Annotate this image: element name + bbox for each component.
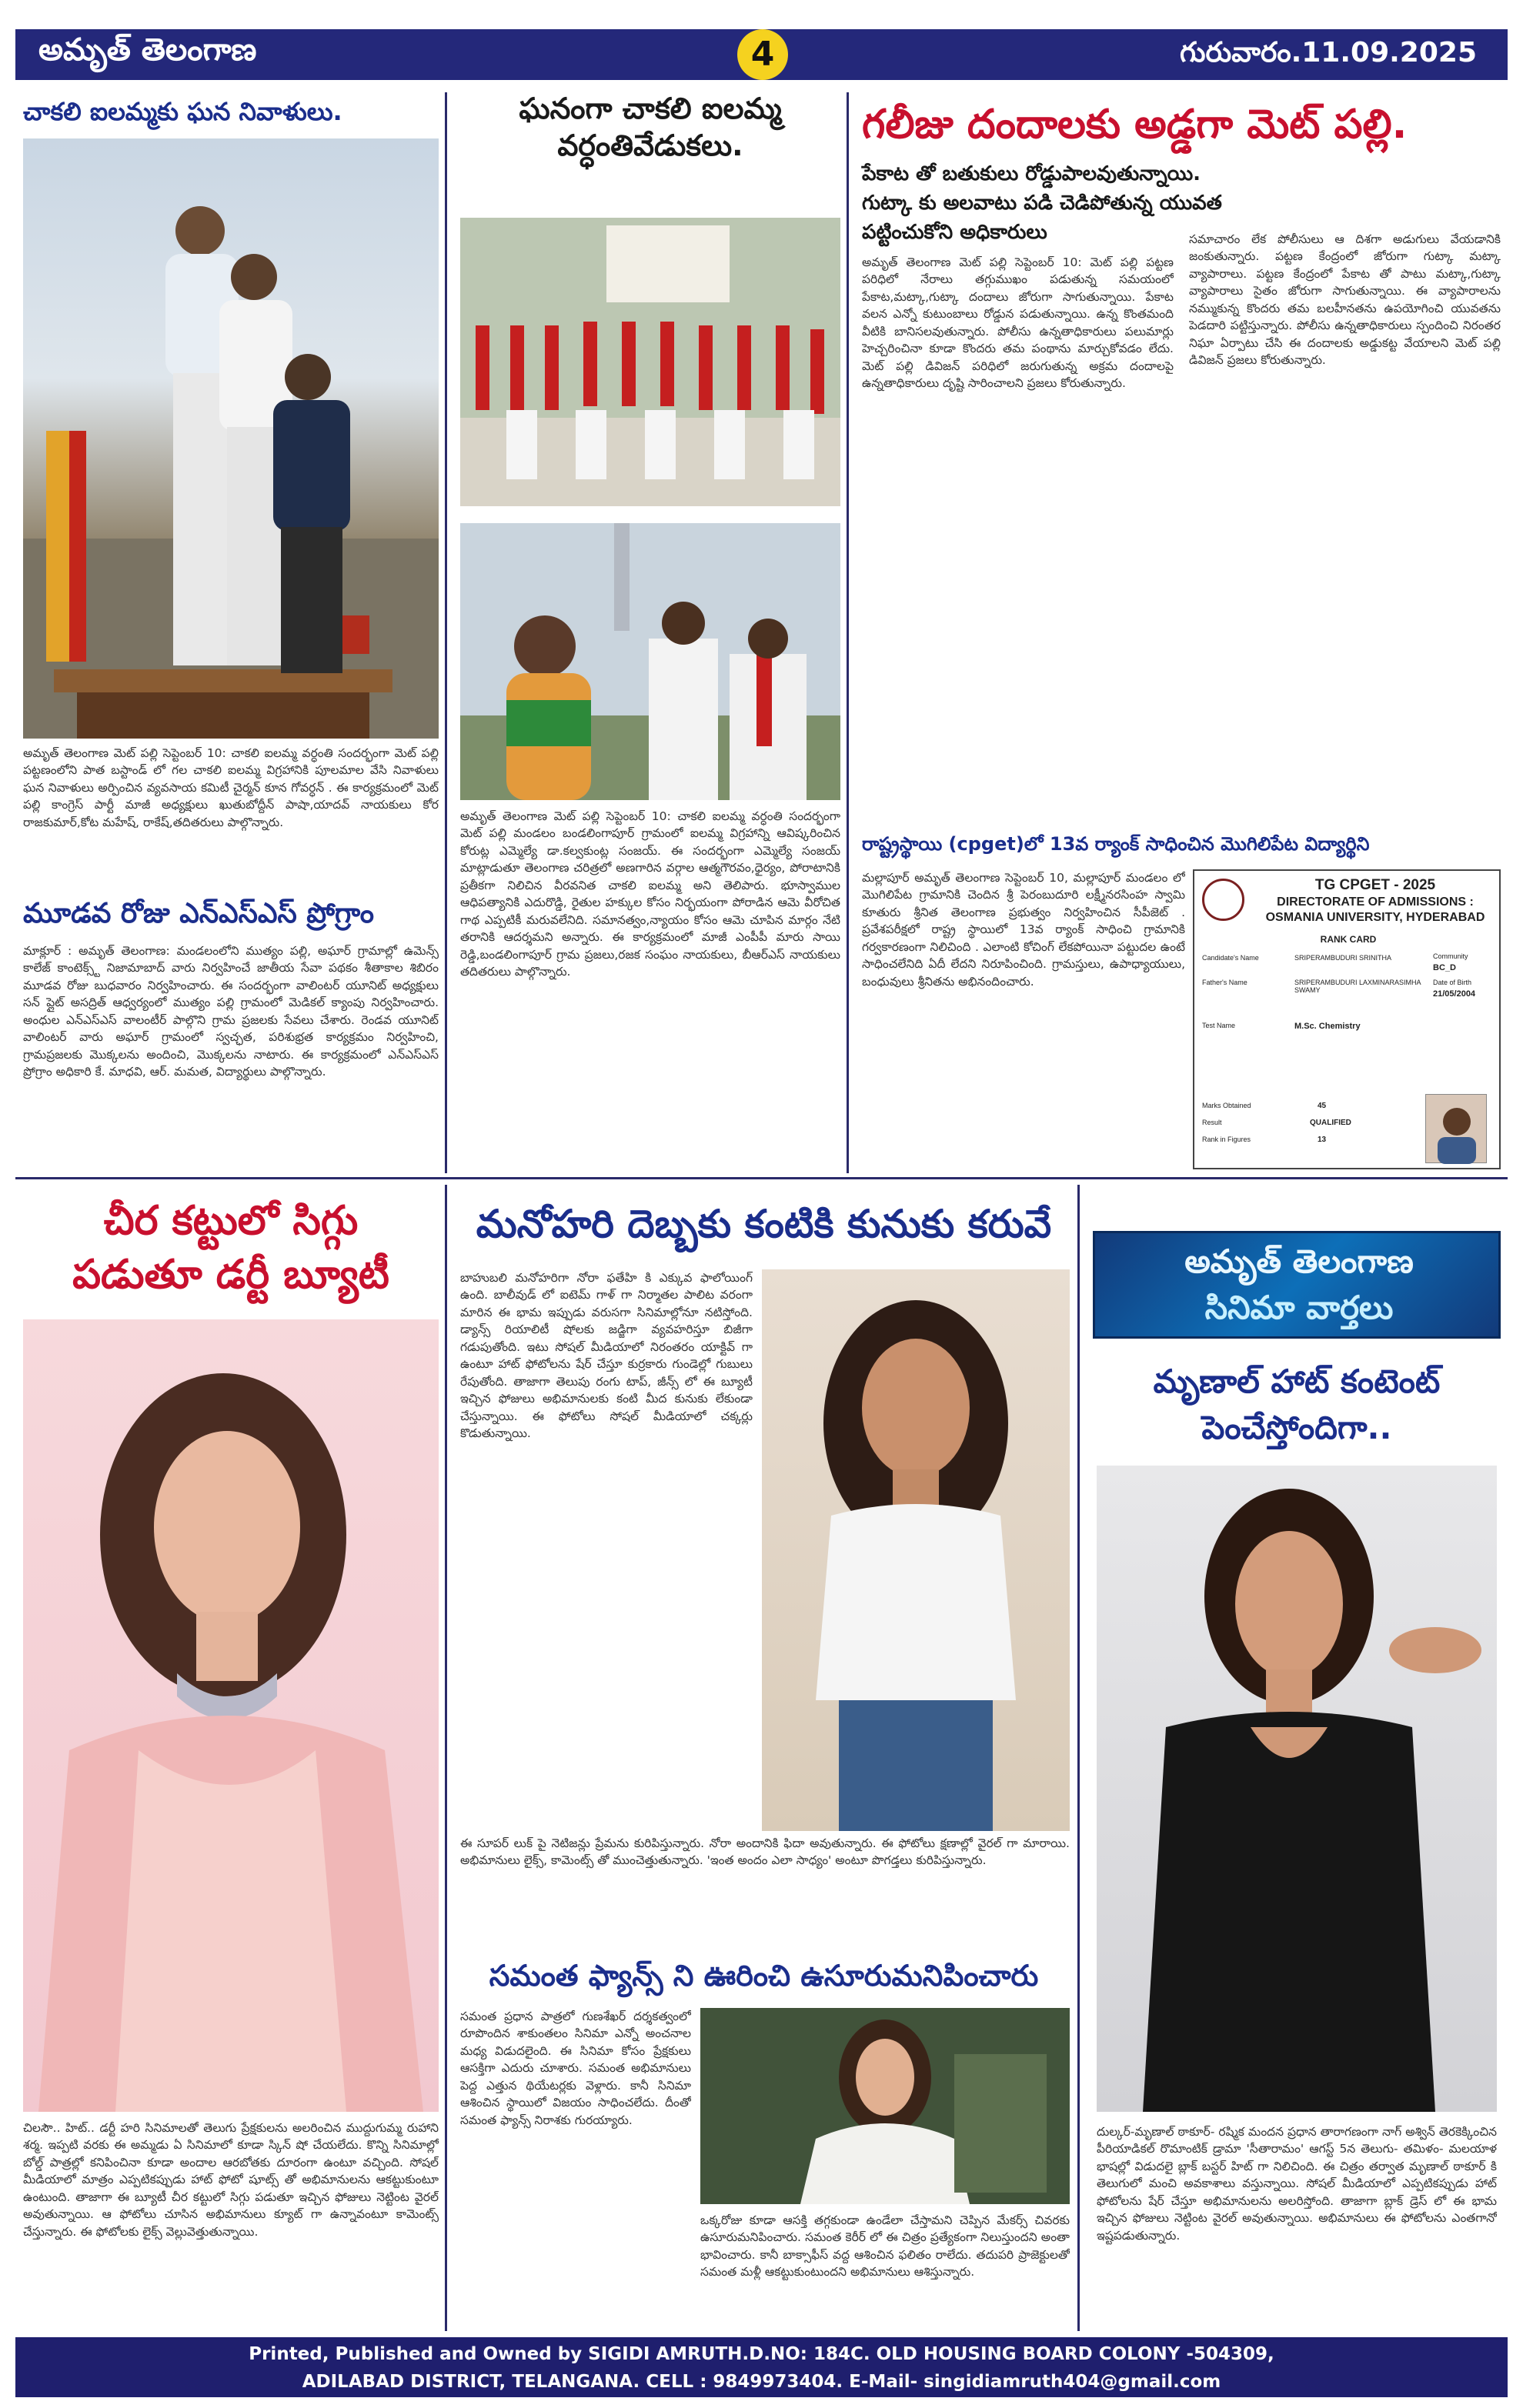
nss-headline: మూడవ రోజు ఎన్ఎస్ఎస్ ప్రోగ్రాం [23, 898, 374, 929]
candidate-photo [1425, 1094, 1487, 1163]
nora-body-left: బాహుబలి మనోహరిగా నోరా ఫతేహి కి ఎక్కువ ఫాలోయింగ్ ఉంది. బాలీవుడ్ లో ఐటెమ్ గాళ్ గా నిర్మాతల పాలిట వరంగా మారిన ఈ భామ ఇప్పుడు వరుసగా సినిమాల్లోనూ నటిస్తోంది. డ్యాన్స్ రియాలిటీ షోలకు జడ్జిగా వ్యవహరిస్తూ బిజీగా గడుపుతోంది. ఇటు సోషల్ మీడియాలో నిరంతరం యాక్టివ్ గా ఉంటూ హాట్ ఫోటోలను షేర్ చేస్తూ కుర్రకారు గుండెల్లో గుబులు రేపుతోంది. తాజాగా తెలుపు రంగు టాప్, జీన్స్ లో ఈ బ్యూటీ ఇచ్చిన ఫోజులు అభిమానులకు కంటి మీద కునుకు లేకుండా చేస్తున్నాయి. ఈ ఫోటోలు సోషల్ మీడియాలో చక్కర్లు కొడుతున్నాయి. [460, 1271, 753, 1441]
card-line2: OSMANIA UNIVERSITY, HYDERABAD [1265, 911, 1485, 924]
galeeju-body-col1: అమృత్ తెలంగాణ మెట్ పల్లి సెప్టెంబర్ 10: మెట్ పల్లి పట్టణ పరిధిలో నేరాలు తగ్గుముఖం పడుతున్న సమయంలో పేకాట,మట్కా,గుట్కా దందాలు జోరుగా సాగుతున్నాయి. పేకాట వలన ఎన్నో కుటుంబాలు రోడ్డున పడుతున్నాయి. ఉన్న కొంతమంది వీటికి బానిసలవుతున్నారు. పోలీసు ఉన్నతాధికారులు పలుమార్లు హెచ్చరించినా కూడా కొందరు తమ పంథాను మార్చుకోవడం లేదు. మెట్ పల్లి డివిజన్ పరిధిలో జరుగుతున్న అక్రమ దందాలపై ఉన్నతాధికారులు దృష్టి సారించాలని ప్రజలు కోరుతున్నారు. [862, 255, 1174, 391]
card-test-value: M.Sc. Chemistry [1294, 1022, 1361, 1031]
card-rank-label: Rank in Figures [1202, 1136, 1251, 1143]
mrunal-headline-2: పెంచేస్తోందిగా.. [1201, 1409, 1392, 1446]
card-father-value: SRIPERAMBUDURI LAXMINARASIMHA SWAMY [1294, 979, 1421, 994]
card-result-label: Result [1202, 1119, 1222, 1126]
chakali-left-headline: చాకలి ఐలమ్మకు ఘన నివాళులు. [23, 97, 342, 126]
card-community-value: BC_D [1433, 963, 1456, 972]
galeeju-subhead-3: పట్టించుకోని అధికారులు [862, 221, 1047, 244]
column-divider [445, 1185, 447, 2331]
nora-photo [762, 1269, 1070, 1831]
galeeju-subhead-2: గుట్కా కు అలవాటు పడి చెడిపోతున్న యువత [862, 192, 1222, 215]
chakali-left-body: అమృత్ తెలంగాణ మెట్ పల్లి సెప్టెంబర్ 10: చాకలి ఐలమ్మ వర్ధంతి సందర్భంగా మెట్ పల్లి పట్టణంలోని పాత బస్టాండ్ లో గల చాకలి ఐలమ్మ విగ్రహానికి పూలమాల వేసి నివాళులు ఘన నివాళులు అర్పించిన వ్యవసాయ కమిటీ చైర్మన్ కూన గోవర్ధన్ . ఈ కార్యక్రమంలో మెట్ పల్లి కాంగ్రెస్ పార్టీ మాజీ అధ్యక్షులు ఖుతుబోద్దీన్ పాషా,యాదవ్ నాయకులు కోర రాజకుమార్,కోట మహేష్, రాకేష్,తదితరులు పాల్గొన్నారు. [23, 746, 439, 829]
column-divider [1077, 1185, 1080, 2331]
chakali-tribute-photo [23, 138, 439, 739]
card-marks-label: Marks Obtained [1202, 1102, 1251, 1109]
card-line1: DIRECTORATE OF ADMISSIONS : [1277, 895, 1474, 909]
column-divider [847, 92, 849, 1173]
cpget-rank-card [1193, 869, 1501, 1169]
cpget-headline: రాష్ట్రస్థాయి (cpget)లో 13వ ర్యాంక్ సాధించిన మొగిలిపేట విద్యార్థిని [862, 833, 1370, 855]
mrunal-headline-1: మృణాల్ హాట్ కంటెంట్ [1153, 1362, 1441, 1400]
galeeju-headline: గలీజు దందాలకు అడ్డగా మెట్ పల్లి. [862, 102, 1408, 148]
mrunal-body: దుల్కర్-మృణాల్ ఠాకూర్- రష్మిక మందన ప్రధాన తారాగణంగా నాగ్ అశ్విన్ తెరకెక్కించిన పీరియాడికల్ రొమాంటిక్ డ్రామా 'సీతారామం' ఆగస్ట్ 5న తెలుగు- తమిళం- మలయాళ భాషల్లో విడుదలై బ్లాక్ బస్టర్ హిట్ గా నిలిచింది. ఈ చిత్రం తర్వాత మృణాల్ ఠాకూర్ కి తెలుగులో మంచి అవకాశాలు వస్తున్నాయి. సోషల్ మీడియాలో ఎప్పటికప్పుడు హాట్ ఫోటోలను షేర్ చేస్తూ అభిమానులను అలరిస్తోంది. తాజాగా బ్లాక్ డ్రెస్ లో ఈ భామ ఇచ్చిన ఫోజులు నెట్టింట వైరల్ అవుతున్నాయి. అభిమానులు ఈ ఫోటోలను ఎంతగానో ఇష్టపడుతున్నారు. [1097, 2125, 1497, 2243]
chakali-center-headline: ఘనంగా చాకలి ఐలమ్మ వర్ధంతివేడుకలు. [519, 92, 782, 162]
card-rank-value: 13 [1318, 1136, 1327, 1144]
samantha-body-right: ఒక్కరోజు కూడా ఆసక్తి తగ్గకుండా ఉండేలా చేస్తామని చెప్పిన మేకర్స్ చివరకు ఉసూరుమనిపించారు. సమంత కెరీర్ లో ఈ చిత్రం ప్రత్యేకంగా నిలుస్తుందని అంతా భావించారు. కానీ బాక్సాఫీస్ వద్ద ఆశించిన ఫలితం రాలేదు. తదుపరి ప్రాజెక్టులతో సమంత మళ్లీ ఆకట్టుకుంటుందని అభిమానులు ఆశిస్తున్నారు. [700, 2213, 1070, 2280]
statue-unveiling-photo [460, 523, 840, 800]
cpget-body: మల్లాపూర్ అమృత్ తెలంగాణ సెప్టెంబర్ 10, మల్లాపూర్ మండలం లో మొగిలిపేట గ్రామానికి చెందిన శ్రీ పెరంబుదూరి లక్ష్మీనరసింహ స్వామి కూతురు శ్రీనిత తెలంగాణ ప్రభుత్వం నిర్వహించిన సీపీజెట్ . ప్రవేశపరీక్షలో రాష్ట్ర స్థాయిలో 13వ ర్యాంక్ సాధించి గ్రామానికి గర్వకారణంగా నిలిచింది . ఎలాంటి కోచింగ్ లేకపోయినా పట్టుదల ఉంటే సాధించలేనిది ఏదీ లేదని నిరూపించింది. గ్రామస్తులు, ఉపాధ్యాయులు, బంధువులు శ్రీనితను అభినందించారు. [862, 871, 1185, 989]
card-father-label: Father's Name [1202, 979, 1247, 986]
samantha-headline: సమంత ఫ్యాన్స్ ని ఊరించి ఉసూరుమనిపించారు [489, 1959, 1039, 1993]
card-title: TG CPGET - 2025 [1314, 877, 1436, 893]
page-number-badge: 4 [737, 29, 788, 80]
cinema-news-banner [1093, 1231, 1501, 1339]
card-test-label: Test Name [1202, 1022, 1236, 1029]
saree-headline-2: పడుతూ డర్టీ బ్యూటీ [72, 1252, 389, 1298]
card-candidate-label: Candidate's Name [1202, 954, 1259, 962]
nss-body: మాక్లూర్ : అమృత్ తెలంగాణ: మండలంలోని ముత్యం పల్లి, అఘార్ గ్రామాల్లో ఉమెన్స్ కాలేజ్ కాంటెక్స్ట్ నిజామాబాద్ వారు నిర్వహించే జాతీయ సేవా పథకం శీతాకాల శిబిరం మూడవ రోజు బుధవారం నిర్వహించారు. ఈ సందర్భంగా వాలింటర్ యూనిట్ అధ్యక్షులు సన్ ప్లైట్ అసద్రిత్ ఆధ్వర్యంలో ముత్యం పల్లి గ్రామంలో మెడికల్ క్యాంపు నిర్వహించారు. అంధుల ఎన్ఎస్ఎస్ వాలంటీర్ పాల్గొని గ్రామ ప్రజలకు సేవలు చేశారు. రెండవ యూనిట్ వాలింటర్ వారు అఘార్ గ్రామంలో స్వచ్ఛత, పరిశుభ్రత కార్యక్రమం నిర్వహించి, గ్రామప్రజలకు మొక్కలను అందించి, మొక్కలను నాటారు. ఈ కార్యక్రమంలో ఎన్ఎస్ఎస్ ప్రోగ్రాం అధికారి కే. మాధవి, ఆర్. మమత, విద్యార్థులు పాల్గొన్నారు. [23, 944, 439, 1079]
masthead-title: అమృత్ తెలంగాణ [38, 32, 257, 68]
samantha-body-left: సమంత ప్రధాన పాత్రలో గుణశేఖర్ దర్శకత్వంలో రూపొందిన శాకుంతలం సినిమా ఎన్నో అంచనాల మధ్య విడుదలైంది. ఈ సినిమా కోసం ప్రేక్షకులు ఆసక్తిగా ఎదురు చూశారు. సమంత అభిమానులు పెద్ద ఎత్తున థియేటర్లకు వెళ్లారు. కానీ సినిమా ఆశించిన స్థాయిలో విజయం సాధించలేదు. దీంతో సమంత ఫ్యాన్స్ నిరాశకు గురయ్యారు. [460, 2009, 691, 2127]
saree-body: చిలసౌ.. హిట్.. డర్టీ హరి సినిమాలతో తెలుగు ప్రేక్షకులను అలరించిన ముద్దుగుమ్మ రుహాని శర్మ. ఇప్పటి వరకు ఈ అమ్మడు ఏ సినిమాలో కూడా స్కిన్ షో చేయలేదు. కొన్ని సినిమాల్లో బోల్డ్ పాత్రల్లో కనిపించినా కూడా అందాల ఆరబోతకు దూరంగా ఉంటూ వచ్చింది. సోషల్ మీడియాలో మాత్రం ఎప్పటికప్పుడు హాట్ ఫోటో షూట్స్ తో అభిమానులను ఆకట్టుకుంటూ ఉంటుంది. తాజాగా ఈ బ్యూటీ చీర కట్టులో సిగ్గు పడుతూ ఇచ్చిన ఫోజులు నెట్టింట వైరల్ అవుతున్నాయి. ఆ ఫోటోలు చూసిన అభిమానులు క్యూట్ గా ఉన్నావంటూ కామెంట్స్ చేస్తున్నారు. ఈ ఫోటోలకు లైక్స్ వెల్లువెత్తుతున్నాయి. [23, 2121, 439, 2239]
card-marks-value: 45 [1318, 1102, 1327, 1110]
cinema-banner-line2: సినిమా వార్తలు [1204, 1289, 1394, 1326]
galeeju-subhead-1: పేకాట తో బతుకులు రోడ్డుపాలవుతున్నాయి. [862, 162, 1201, 185]
cinema-banner-line1: అమృత్ తెలంగాణ [1184, 1242, 1414, 1280]
mrunal-photo [1097, 1466, 1497, 2112]
card-dob-value: 21/05/2004 [1433, 989, 1476, 999]
chakali-center-body: అమృత్ తెలంగాణ మెట్ పల్లి సెప్టెంబర్ 10: చాకలి ఐలమ్మ వర్ధంతి సందర్భంగా మెట్ పల్లి మండలం బండలింగాపూర్ గ్రామంలో ఐలమ్మ విగ్రహాన్ని ఆవిష్కరించిన కోరుట్ల ఎమ్మెల్యే డా.కల్వకుంట్ల సంజయ్. ఈ సందర్భంగా ఎమ్మెల్యే సంజయ్ మాట్లాడుతూ తెలంగాణ చరిత్రలో అణగారిన వర్గాల ఆత్మగౌరవం,ధైర్యం, పోరాటానికి ప్రతీకగా నిలిచిన వీరవనిత చాకలి ఐలమ్మ అని తెలిపారు. భూస్వాముల ఆధిపత్యానికి ఎదురొడ్డి, రైతుల హక్కుల కోసం నిర్భయంగా పోరాడిన ఆమె వీరోచిత గాథ ఎప్పటికీ మరువలేనిది. సమానత్వం,న్యాయం కోసం ఆమె చూపిన మార్గం నేటి తరానికి ఆదర్శమని అన్నారు. ఈ కార్యక్రమంలో మాజీ ఎంపీపీ మారు సాయి రెడ్డి,బండలింగాపూర్ గ్రామ ప్రజలు,రజక సంఘం నాయకులు, బీఆర్ఎస్ నాయకులు తదితరులు పాల్గొన్నారు. [460, 809, 840, 979]
masthead-date: గురువారం.11.09.2025 [1180, 37, 1477, 68]
footer [15, 2337, 1508, 2397]
samantha-photo [700, 2008, 1070, 2204]
group-photo [460, 218, 840, 506]
card-dob-label: Date of Birth [1433, 979, 1472, 986]
card-community-label: Community [1433, 952, 1468, 960]
nora-body-right: ఈ సూపర్ లుక్ పై నెటిజన్లు ప్రేమను కురిపిస్తున్నారు. నోరా అందానికి ఫిదా అవుతున్నారు. ఈ ఫోటోలు క్షణాల్లో వైరల్ గా మారాయి. అభిమానులు లైక్స్, కామెంట్స్ తో ముంచెత్తుతున్నారు. 'ఇంత అందం ఎలా సాధ్యం' అంటూ పొగడ్తలు కురిపిస్తున్నారు. [460, 1836, 1070, 1868]
column-divider [445, 92, 447, 1173]
actress-saree-photo [23, 1319, 439, 2112]
section-divider [15, 1177, 1508, 1179]
nora-headline: మనోహరి దెబ్బకు కంటికి కునుకు కరువే [476, 1202, 1052, 1246]
galeeju-body-col2: సమాచారం లేక పోలీసులు ఆ దిశగా అడుగులు వేయడానికి జంకుతున్నారు. పట్టణ కేంద్రంలో జోరుగా గుట్కా మట్కా వ్యాపారాలు. పట్టణ కేంద్రంలో పేకాట తో పాటు మట్కా,గుట్కా వ్యాపారాలు సైతం జోరుగా సాగుతున్నాయి. ఈ వ్యాపారాలను నమ్ముకున్న కొందరు తమ బలహీనతను ఉపయోగించి యువతను పెడదారి పట్టిస్తున్నారు. పోలీసు ఉన్నతాధికారులు స్పందించి నిరంతర నిఘా ఏర్పాటు చేసి ఈ దందాలకు అడ్డుకట్ట వేయాలని మెట్ పల్లి డివిజన్ ప్రజలు కోరుతున్నారు. [1189, 232, 1501, 368]
footer-line1: Printed, Published and Owned by SIGIDI AMRUTH.D.NO: 184C. OLD HOUSING BOARD COLONY -504309, [249, 2344, 1274, 2364]
saree-headline-1: చీర కట్టులో సిగ్గు [103, 1198, 359, 1244]
card-result-value: QUALIFIED [1310, 1119, 1351, 1127]
card-rank-card-label: RANK CARD [1320, 934, 1377, 945]
university-seal-icon [1202, 879, 1244, 921]
card-candidate-value: SRIPERAMBUDURI SRINITHA [1294, 954, 1392, 962]
footer-line2: ADILABAD DISTRICT, TELANGANA. CELL : 9849973404. E-Mail- singidiamruth404@gmail.com [302, 2372, 1221, 2392]
